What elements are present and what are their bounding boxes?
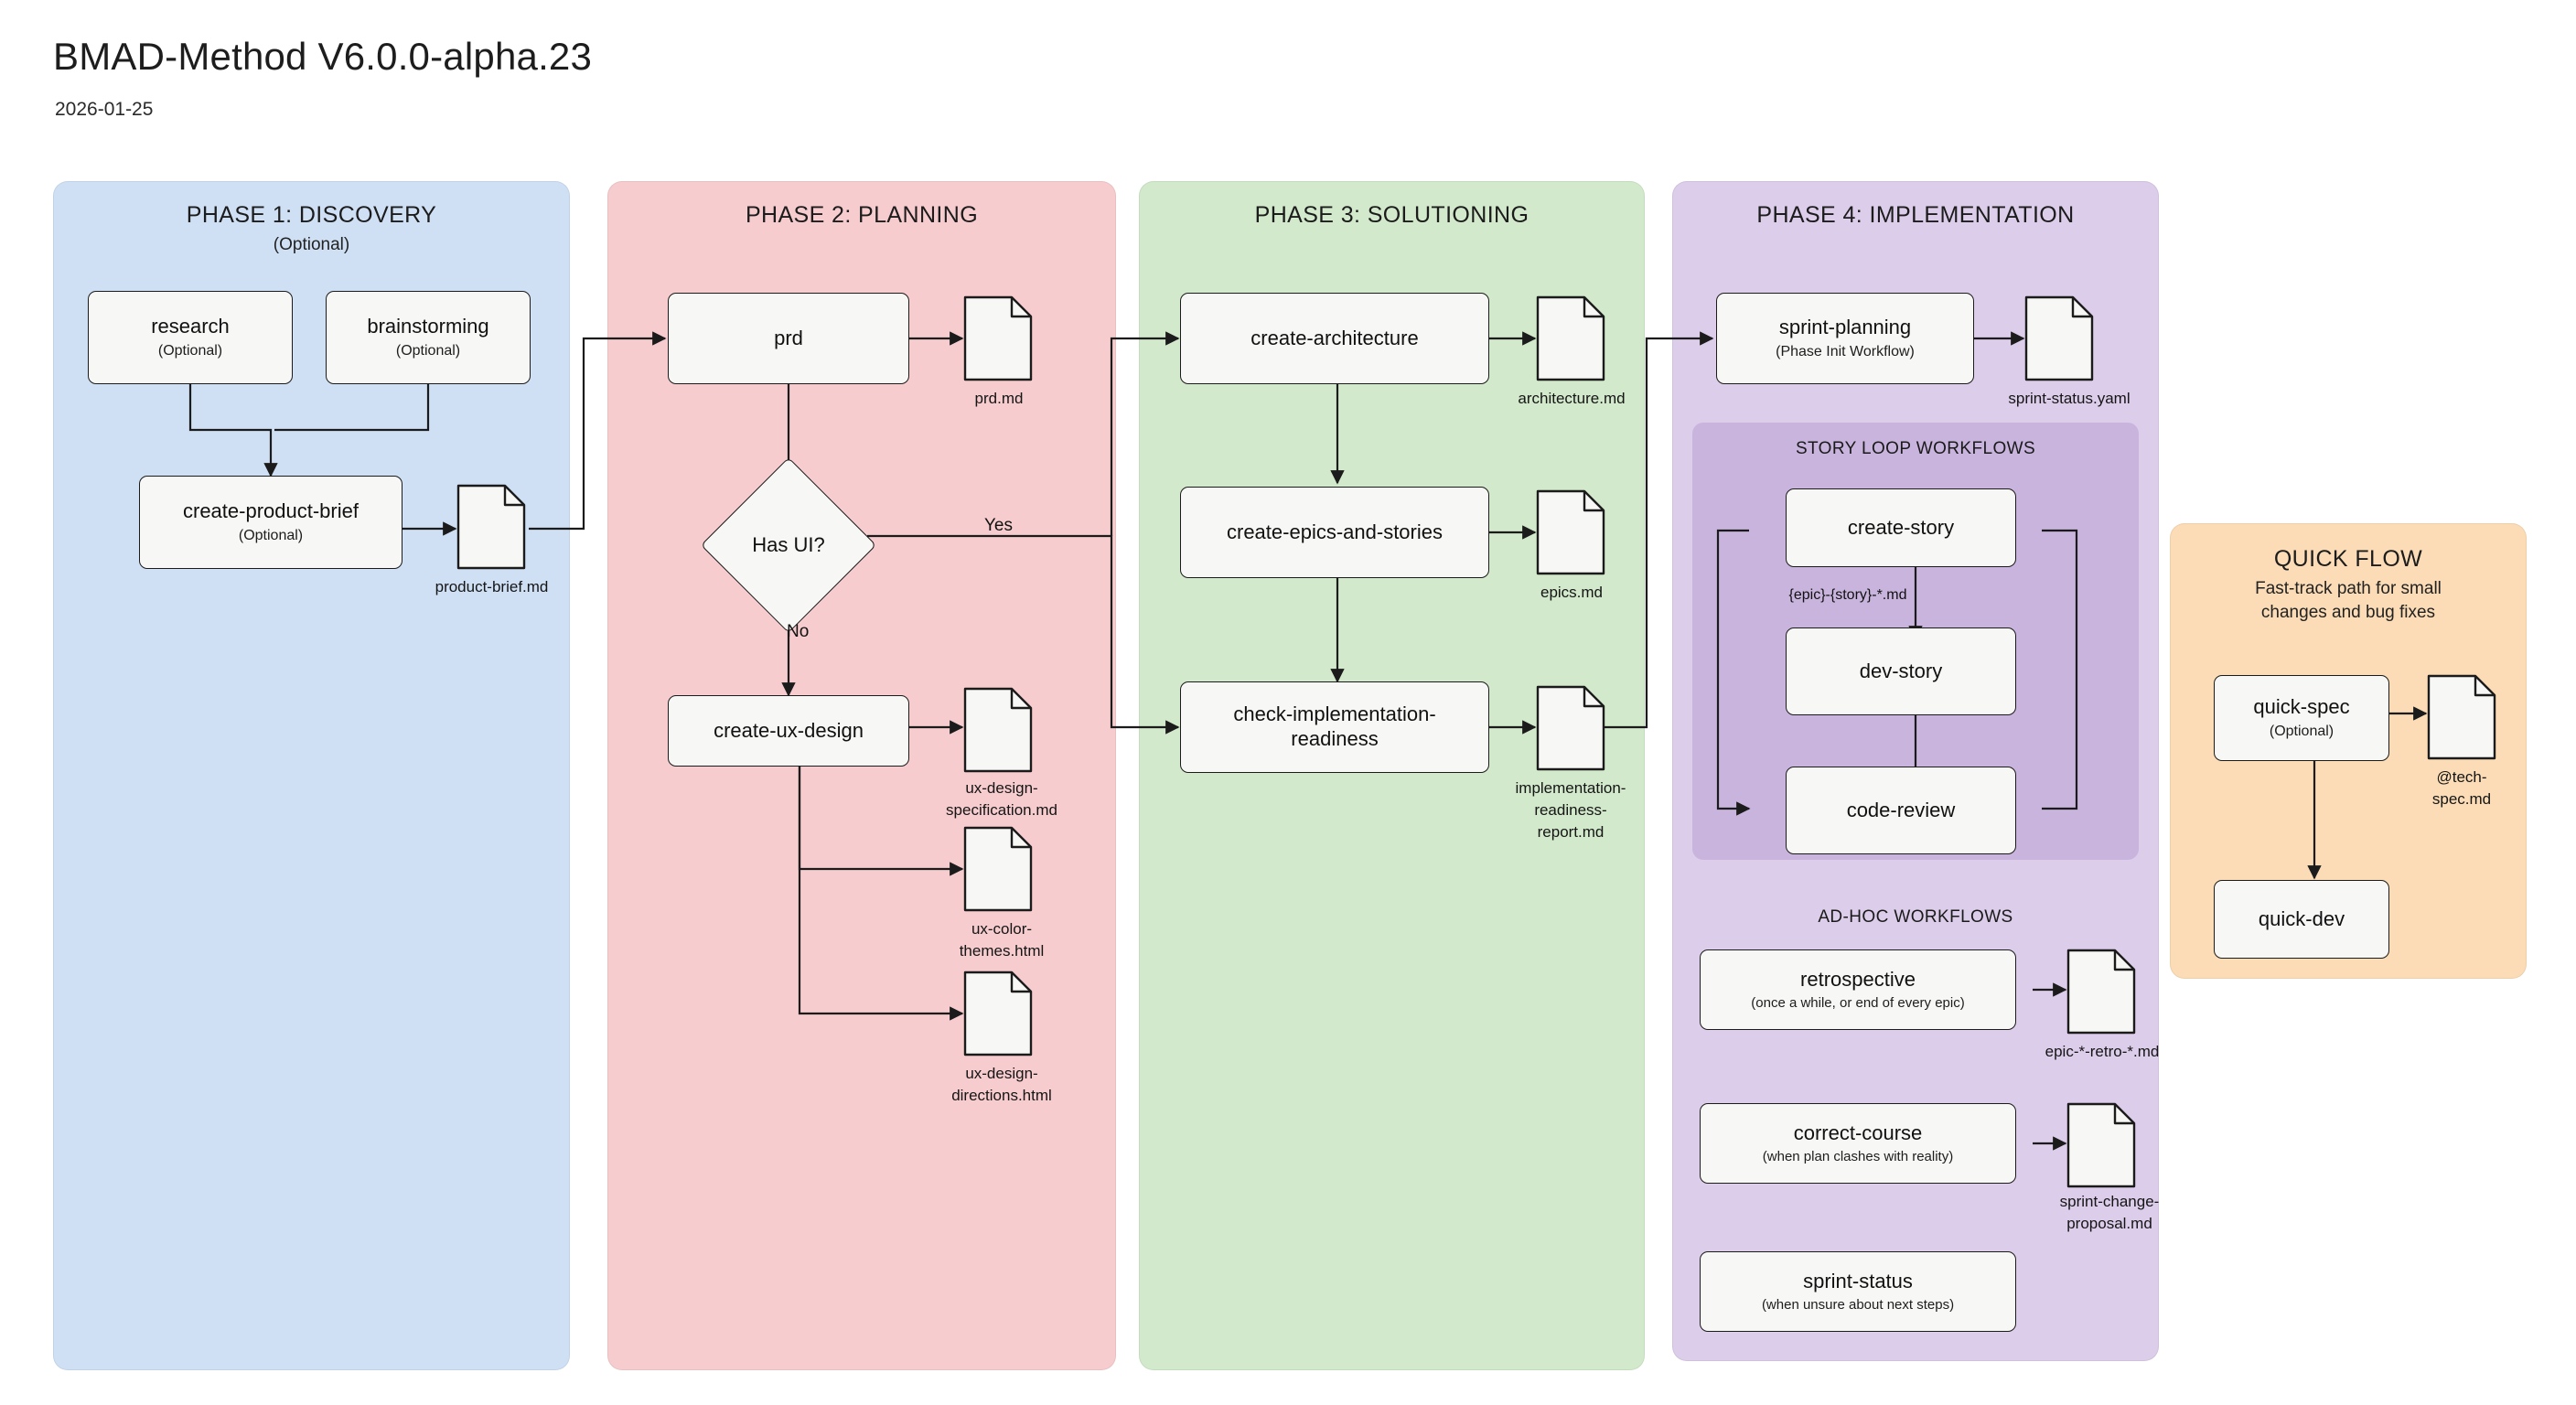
edge-label-yes: Yes: [984, 516, 1013, 535]
file-label-product-brief: product-brief.md: [435, 578, 549, 595]
ad-hoc-group-title-wrap: [1692, 907, 2139, 935]
phase3-title: PHASE 3: SOLUTIONING: [1254, 202, 1530, 228]
node-sprint-planning[interactable]: [1716, 293, 1974, 384]
decision-has-ui[interactable]: [726, 483, 851, 607]
file-label-sprint-change-proposal-2: proposal.md: [2066, 1215, 2152, 1232]
file-label-architecture: architecture.md: [1518, 390, 1626, 407]
file-label-ux-design-specification-2: specification.md: [946, 801, 1057, 819]
file-icon-ux-design-directions: [962, 970, 1034, 1057]
node-prd[interactable]: [668, 293, 909, 384]
file-icon-prd: [962, 295, 1034, 382]
decision-has-ui-label: Has UI?: [752, 533, 825, 556]
quick-flow-subtitle-1: Fast-track path for small: [2255, 579, 2442, 598]
file-label-impl-report-3: report.md: [1537, 823, 1605, 841]
ad-hoc-title: AD-HOC WORKFLOWS: [1818, 907, 2013, 927]
phase4-title: PHASE 4: IMPLEMENTATION: [1756, 202, 2075, 228]
node-create-epics-and-stories[interactable]: [1180, 487, 1489, 578]
node-code-review-label: code-review: [1846, 798, 1956, 821]
node-create-architecture[interactable]: [1180, 293, 1489, 384]
node-check-implementation-readiness-label-1: check-implementation-: [1233, 702, 1436, 726]
file-label-ux-color-themes-2: themes.html: [959, 942, 1045, 960]
file-label-epic-retro: epic-*-retro-*.md: [2045, 1043, 2160, 1060]
node-sprint-planning-sub: (Phase Init Workflow): [1776, 344, 1915, 360]
file-label-ux-design-specification-1: ux-design-: [965, 779, 1038, 797]
node-check-implementation-readiness-label-2: readiness: [1291, 727, 1379, 750]
file-label-tech-spec-2: spec.md: [2431, 790, 2492, 808]
node-correct-course[interactable]: [1700, 1103, 2016, 1184]
file-label-prd: prd.md: [974, 390, 1024, 407]
node-sprint-planning-label: sprint-planning: [1778, 316, 1912, 339]
page-title: BMAD-Method V6.0.0-alpha.23: [53, 35, 593, 78]
node-dev-story-label: dev-story: [1859, 659, 1943, 682]
node-correct-course-sub: (when plan clashes with reality): [1762, 1148, 1954, 1164]
edge-label-no: No: [787, 622, 810, 641]
node-create-product-brief[interactable]: [139, 476, 402, 569]
node-check-implementation-readiness[interactable]: [1180, 681, 1489, 773]
node-correct-course-label: correct-course: [1793, 1121, 1923, 1144]
file-label-ux-design-directions-1: ux-design-: [965, 1065, 1038, 1082]
node-brainstorming[interactable]: [326, 291, 531, 384]
file-icon-epics: [1535, 488, 1606, 576]
node-create-architecture-label: create-architecture: [1250, 326, 1419, 349]
node-sprint-status[interactable]: [1700, 1251, 2016, 1332]
node-sprint-status-label: sprint-status: [1803, 1269, 1913, 1292]
node-retrospective-sub: (once a while, or end of every epic): [1751, 994, 1965, 1011]
page-date: 2026-01-25: [55, 99, 154, 120]
file-label-epics: epics.md: [1540, 584, 1604, 601]
node-retrospective-label: retrospective: [1800, 967, 1916, 991]
node-sprint-status-sub: (when unsure about next steps): [1761, 1296, 1955, 1313]
file-icon-implementation-readiness-report: [1535, 684, 1606, 772]
node-quick-dev-label: quick-dev: [2258, 906, 2345, 930]
file-icon-ux-design-specification: [962, 686, 1034, 774]
node-research-label: research: [151, 315, 230, 338]
file-label-sprint-status-yaml: sprint-status.yaml: [2008, 390, 2131, 407]
quick-flow-title: QUICK FLOW: [2273, 546, 2423, 572]
node-retrospective[interactable]: [1700, 949, 2016, 1030]
node-create-product-brief-label: create-product-brief: [183, 499, 359, 523]
node-quick-spec[interactable]: [2214, 675, 2389, 761]
node-create-ux-design[interactable]: [668, 695, 909, 767]
file-icon-sprint-status-yaml: [2023, 295, 2095, 382]
node-research[interactable]: [88, 291, 293, 384]
node-brainstorming-sub: (Optional): [395, 343, 461, 359]
node-create-epics-and-stories-label: create-epics-and-stories: [1227, 520, 1443, 543]
file-label-ux-color-themes-1: ux-color-: [971, 920, 1033, 938]
node-create-story[interactable]: [1786, 488, 2016, 567]
node-quick-spec-sub: (Optional): [2269, 724, 2334, 740]
file-icon-ux-color-themes: [962, 825, 1034, 913]
story-loop-title: STORY LOOP WORKFLOWS: [1795, 439, 2036, 458]
file-label-impl-report-1: implementation-: [1515, 779, 1626, 797]
node-create-product-brief-sub: (Optional): [238, 528, 304, 544]
node-create-ux-design-label: create-ux-design: [714, 718, 864, 742]
file-label-ux-design-directions-2: directions.html: [951, 1087, 1052, 1104]
node-brainstorming-label: brainstorming: [367, 315, 489, 338]
file-icon-epic-retro: [2066, 948, 2137, 1035]
node-quick-dev[interactable]: [2214, 880, 2389, 959]
phase1-subtitle: (Optional): [273, 235, 350, 254]
edge-label-story-file: {epic}-{story}-*.md: [1788, 587, 1907, 603]
file-label-sprint-change-proposal-1: sprint-change-: [2059, 1193, 2160, 1210]
file-icon-architecture: [1535, 295, 1606, 382]
file-icon-sprint-change-proposal: [2066, 1101, 2137, 1189]
node-create-story-label: create-story: [1847, 515, 1955, 539]
file-label-impl-report-2: readiness-: [1534, 801, 1607, 819]
file-label-tech-spec-1: @tech-: [2436, 768, 2487, 786]
node-prd-label: prd: [774, 326, 803, 349]
file-icon-product-brief: [456, 483, 527, 571]
phase1-title: PHASE 1: DISCOVERY: [186, 202, 437, 228]
phase2-title: PHASE 2: PLANNING: [745, 202, 979, 228]
node-code-review[interactable]: [1786, 767, 2016, 854]
quick-flow-subtitle-2: changes and bug fixes: [2260, 603, 2436, 622]
node-dev-story[interactable]: [1786, 627, 2016, 715]
node-research-sub: (Optional): [157, 343, 223, 359]
node-quick-spec-label: quick-spec: [2253, 695, 2350, 719]
file-icon-tech-spec: [2426, 673, 2497, 761]
